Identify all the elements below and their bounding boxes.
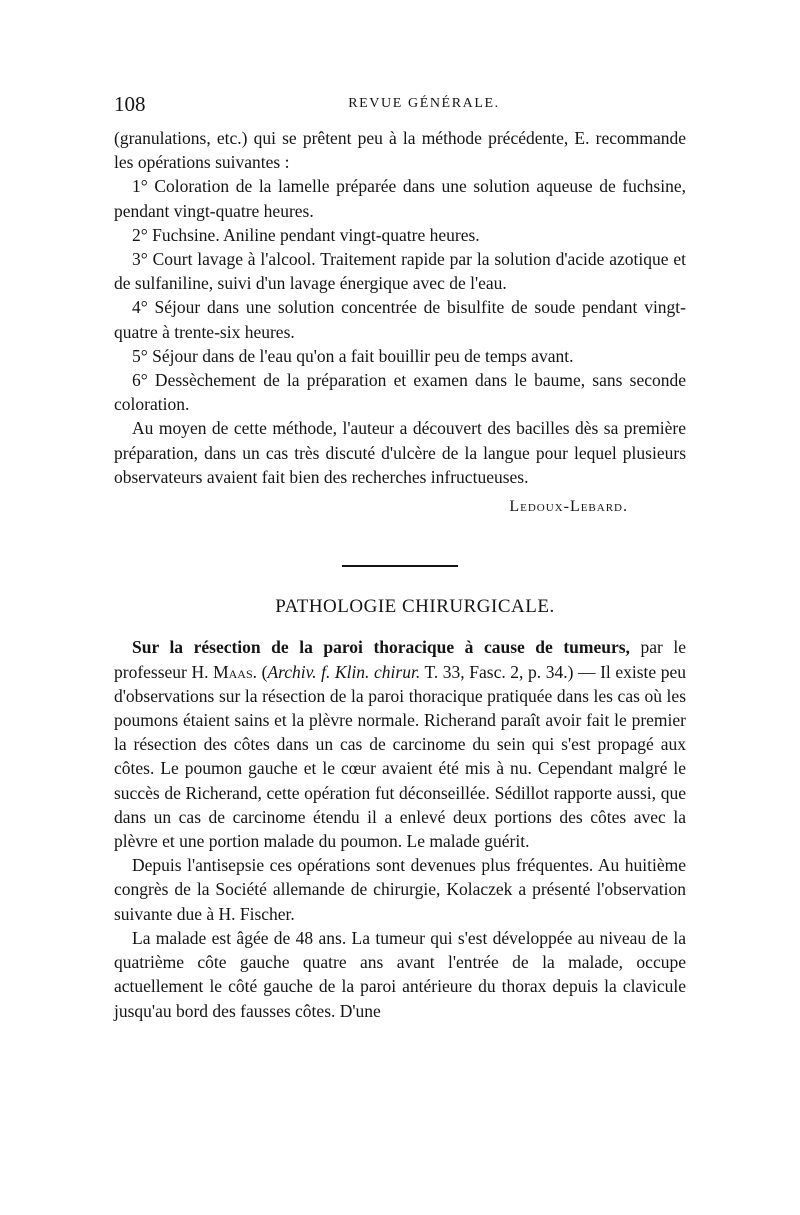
paragraph: 1° Coloration de la lamelle préparée dans une solution aqueuse de fuchsine, pendant vingt-quatre heures. [114,176,686,221]
article-text: — Il existe peu d'observations sur la résection de la paroi thoracique pratiquée dans les cas où les poumons étaient sains et la plèvre normale. Richerand paraît avoir fait le premier la résection des côtes dans un cas de carcinome du sein qui s'est propagé aux côtes. Le poumon gauche et le cœur avaient été mis à nu. Cependant malgré le succès de Richerand, cette opération fut déconseillée. Sédillot rapporte aussi, que dans un cas de carcinome étendu il a enlevé deux portions des côtes avec la plèvre et une portion malade du poumon. Le malade guérit. [114,661,687,852]
page-header [114,92,686,118]
paragraph: 2° Fuchsine. Aniline pendant vingt-quatre heures. [132,224,480,245]
paragraph: Depuis l'antisepsie ces opérations sont devenues plus fréquentes. Au huitième congrès de la Société allemande de chirurgie, Kolaczek a présenté l'observation suivante due à H. Fischer. [114,855,686,924]
article-paragraph [114,635,686,853]
running-head: REVUE GÉNÉRALE. [348,96,500,111]
journal-name: Archiv. f. Klin. chirur. [267,661,421,682]
byline-text: . ( [252,661,268,682]
paragraph: La malade est âgée de 48 ans. La tumeur qui s'est développée au niveau de la quatrième côte gauche quatre ans avant l'entrée de la malade, occupe actuellement le côté gauche de la paroi antérieure du thorax depuis la clavicule jusqu'au bord des fausses côtes. D'une [114,927,686,1021]
paragraph: Au moyen de cette méthode, l'auteur a découvert des bacilles dès sa première préparation, dans un cas très discuté d'ulcère de la langue pour lequel plusieurs observateurs avaient fait bien des recherches infructueuses. [114,418,686,487]
section-divider [342,565,458,567]
paragraph: (granulations, etc.) qui se prêtent peu à la méthode précédente, E. recommande les opérations suivantes : [114,128,686,173]
journal-reference: T. 33, Fasc. 2, p. 34.) [420,661,574,682]
page-number: 108 [114,92,146,116]
author-signature: Ledoux-Lebard. [509,498,628,516]
paragraph: 5° Séjour dans de l'eau qu'on a fait bouillir peu de temps avant. [132,345,574,366]
paragraph: 3° Court lavage à l'alcool. Traitement rapide par la solution d'acide azotique et de sulfaniline, suivi d'un lavage énergique avec de l'eau. [114,249,686,294]
author-name: Maas [213,661,253,682]
section-title: PATHOLOGIE CHIRURGICALE. [275,596,555,618]
article-title: Sur la résection de la paroi thoracique à cause de tumeurs, [132,637,630,658]
paragraph: 6° Dessèchement de la préparation et examen dans le baume, sans seconde coloration. [114,370,686,415]
body-text [114,126,686,1023]
byline-text: par le professeur H. [114,637,686,682]
paragraph: 4° Séjour dans une solution concentrée de bisulfite de soude pendant vingt-quatre à trente-six heures. [114,297,686,342]
